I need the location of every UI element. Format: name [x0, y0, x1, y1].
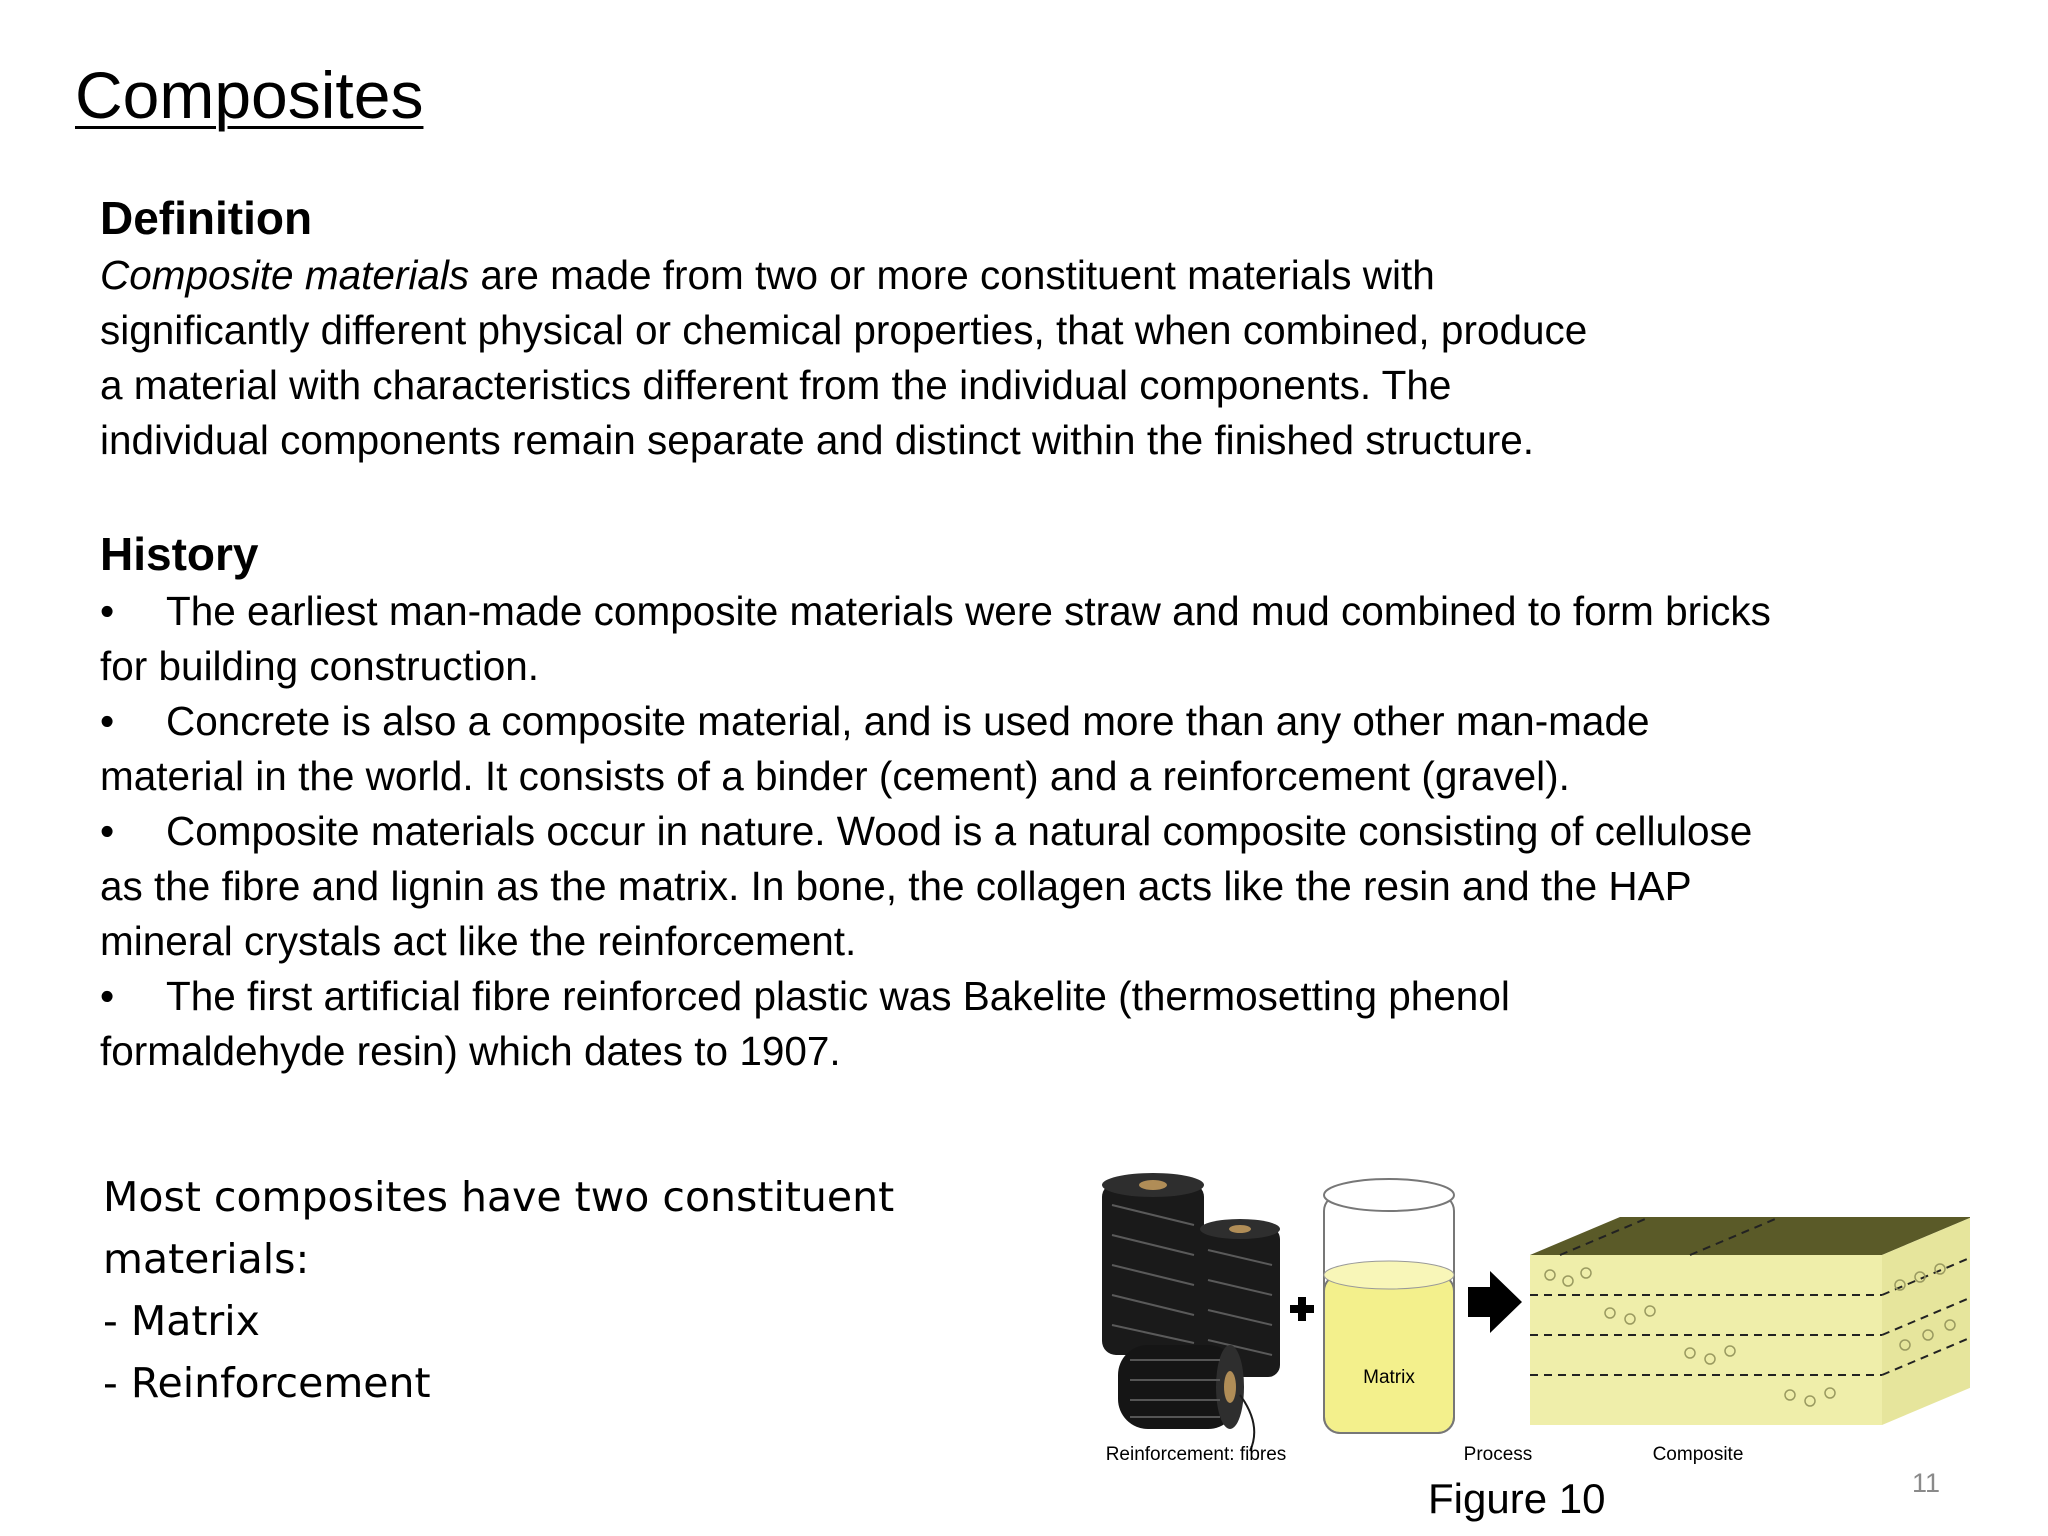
- definition-line: individual components remain separate and distinct within the finished structure.: [100, 417, 1535, 463]
- matrix-beaker-image: [1324, 1179, 1454, 1433]
- history-item-line: [100, 694, 2000, 749]
- fibre-spools-image: [1102, 1173, 1280, 1451]
- figure-label-process: Process: [1463, 1444, 1533, 1465]
- composite-block-image: [1530, 1217, 1970, 1425]
- history-item-line: [100, 584, 2000, 639]
- history-item: [100, 694, 2000, 804]
- constituents-text: [103, 1166, 894, 1414]
- figure-label-composite: Composite: [1652, 1444, 1744, 1465]
- history-item: [100, 969, 2000, 1079]
- definition-line: [100, 248, 2000, 303]
- definition-text: [100, 248, 2000, 468]
- constituents-line: Most composites have two constituent: [103, 1173, 895, 1221]
- bullet-icon: •: [100, 698, 115, 744]
- history-item-line: as the fibre and lignin as the matrix. In bone, the collagen acts like the resin and the HAP: [100, 863, 1692, 909]
- history-item-line: [100, 969, 2000, 1024]
- bullet-icon: •: [100, 588, 115, 634]
- constituents-item-reinforcement: - Reinforcement: [103, 1359, 431, 1407]
- history-heading: History: [100, 528, 259, 580]
- slide-title: Composites: [75, 58, 424, 132]
- bullet-icon: •: [100, 808, 115, 854]
- history-item-text: The first artificial fibre reinforced plastic was Bakelite (thermosetting phenol: [166, 973, 1510, 1019]
- history-item-line: material in the world. It consists of a binder (cement) and a reinforcement (gravel).: [100, 753, 1570, 799]
- main-content: [100, 188, 2000, 1079]
- constituents-item-matrix: - Matrix: [103, 1297, 260, 1345]
- definition-line: a material with characteristics different from the individual components. The: [100, 362, 1452, 408]
- definition-heading: Definition: [100, 192, 313, 244]
- history-item-line: [100, 804, 2000, 859]
- definition-line-text: are made from two or more constituent materials with: [469, 252, 1435, 298]
- definition-italic-term: Composite materials: [100, 252, 470, 298]
- figure-caption: Figure 10: [1428, 1475, 1606, 1522]
- history-item-line: formaldehyde resin) which dates to 1907.: [100, 1028, 841, 1074]
- definition-line: significantly different physical or chemical properties, that when combined, produce: [100, 307, 1588, 353]
- composite-figure: [1090, 1165, 1970, 1465]
- section-spacer: [100, 468, 2000, 524]
- history-item-text: The earliest man-made composite materials were straw and mud combined to form bricks: [166, 588, 1771, 634]
- figure-label-matrix: Matrix: [1363, 1367, 1415, 1388]
- history-item: [100, 804, 2000, 969]
- constituents-line: materials:: [103, 1235, 310, 1283]
- plus-icon: [1290, 1297, 1314, 1321]
- history-item-line: mineral crystals act like the reinforcement.: [100, 918, 857, 964]
- page-number: 11: [1912, 1468, 1941, 1498]
- history-item-text: Composite materials occur in nature. Wood is a natural composite consisting of cellulose: [166, 808, 1753, 854]
- history-item: [100, 584, 2000, 694]
- history-item-text: Concrete is also a composite material, and is used more than any other man-made: [166, 698, 1650, 744]
- figure-label-reinforcement: Reinforcement: fibres: [1105, 1444, 1287, 1465]
- history-item-line: for building construction.: [100, 643, 539, 689]
- bullet-icon: •: [100, 973, 115, 1019]
- arrow-right-icon: [1468, 1271, 1522, 1333]
